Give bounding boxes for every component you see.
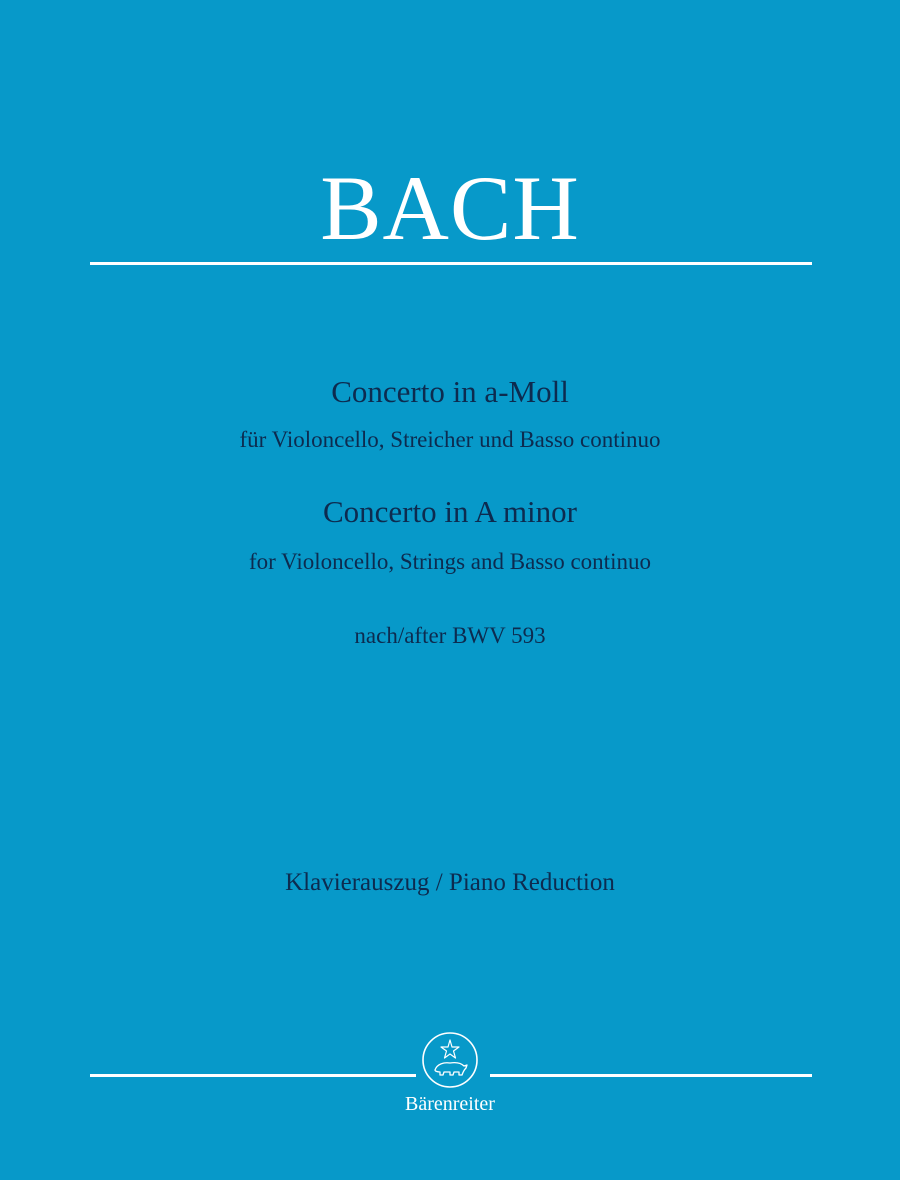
top-divider: [90, 262, 812, 265]
publisher-logo-icon: [420, 1030, 480, 1090]
title-english: Concerto in A minor: [322, 494, 577, 529]
title-german: Concerto in a-Moll: [331, 374, 569, 409]
catalog-reference: nach/after BWV 593: [354, 623, 546, 648]
edition-type: Klavierauszug / Piano Reduction: [285, 869, 615, 896]
bottom-divider-left: [90, 1074, 416, 1077]
subtitle-german: für Violoncello, Streicher und Basso continuo: [239, 427, 661, 452]
subtitle-english: for Violoncello, Strings and Basso continuo: [249, 549, 651, 574]
bottom-divider-right: [490, 1074, 812, 1077]
publisher-name: Bärenreiter: [405, 1093, 495, 1115]
composer-name: BACH: [320, 157, 580, 259]
